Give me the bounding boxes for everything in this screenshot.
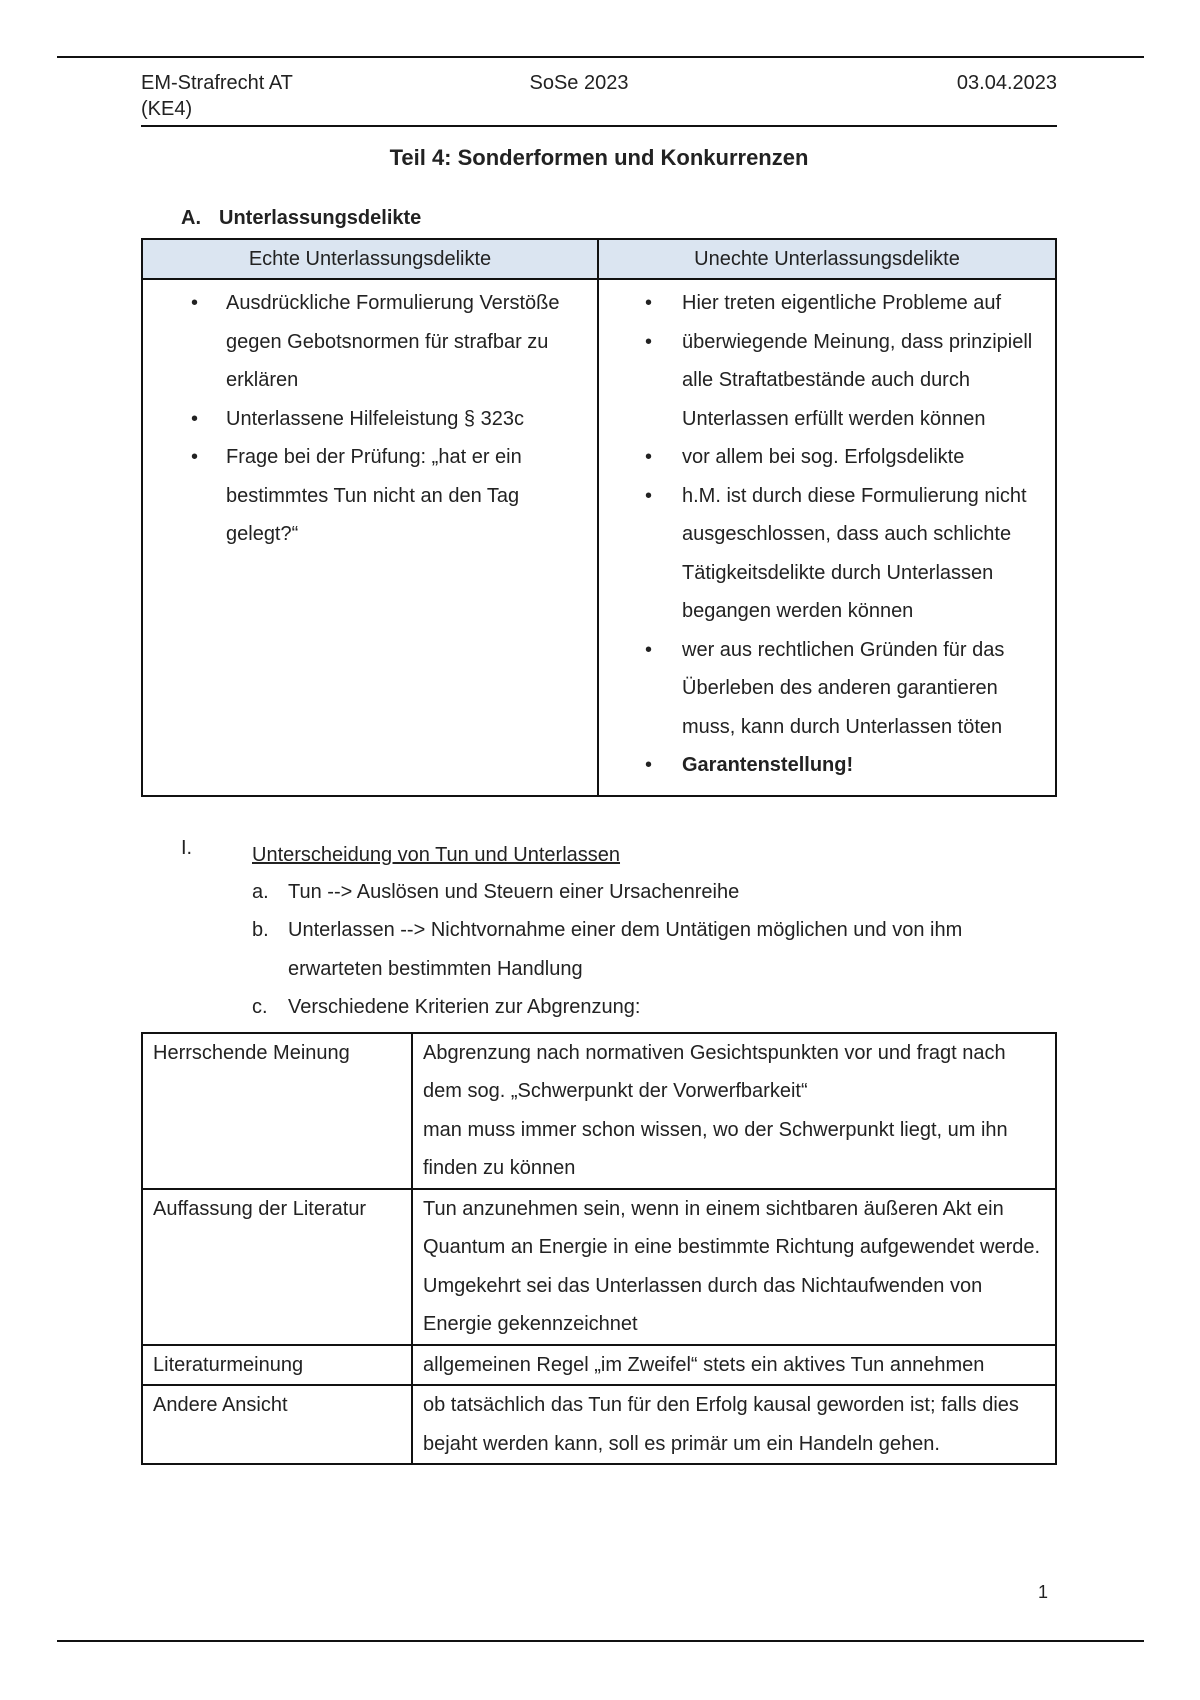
col-header-unechte: Unechte Unterlassungsdelikte: [598, 239, 1056, 279]
unechte-cell: [598, 279, 1056, 796]
list-item: [599, 323, 1055, 439]
list-item-text: h.M. ist durch diese Formulierung nicht ausgeschlossen, dass auch schlichte Tätigkeitsdelikte durch Unterlassen begangen werden können: [682, 484, 1027, 622]
echte-cell: [142, 279, 598, 796]
bullet-icon: •: [645, 754, 653, 776]
subsection-numeral: I.: [181, 836, 193, 859]
semester: SoSe 2023: [529, 72, 629, 94]
header-left: [141, 70, 361, 122]
table-row: [142, 1345, 1056, 1386]
subsection-item-a: [141, 873, 1057, 912]
unechte-list: [599, 284, 1055, 785]
bullet-icon: •: [191, 407, 199, 430]
bullet-icon: •: [191, 292, 199, 314]
table-row: [142, 1385, 1056, 1464]
list-item-text: vor allem bei sog. Erfolgsdelikte: [682, 446, 965, 468]
list-item-text: Unterlassene Hilfeleistung § 323c: [226, 407, 524, 430]
criteria-value: allgemeinen Regel „im Zweifel“ stets ein aktives Tun annehmen: [412, 1345, 1056, 1386]
bullet-icon: •: [645, 446, 653, 468]
criteria-text: Abgrenzung nach normativen Gesichtspunkten vor und fragt nach dem sog. „Schwerpunkt der Vorwerfbarkeit“: [423, 1041, 1006, 1102]
comparison-table: [141, 238, 1057, 797]
criteria-key: Literaturmeinung: [142, 1345, 412, 1386]
criteria-table: [141, 1032, 1057, 1466]
page-title: Teil 4: Sonderformen und Konkurrenzen: [389, 145, 809, 170]
course-unit: (KE4): [141, 98, 193, 120]
criteria-key: Herrschende Meinung: [142, 1033, 412, 1189]
list-item: [143, 438, 597, 554]
section-letter: A.: [181, 207, 201, 229]
list-item: [599, 631, 1055, 747]
table-row: [142, 1189, 1056, 1345]
list-item-text: Hier treten eigentliche Probleme auf: [682, 292, 1002, 314]
page-header: [141, 70, 1057, 127]
list-item: [599, 284, 1055, 323]
subsection-i: [141, 837, 1057, 1027]
page-number: 1: [1038, 1582, 1049, 1602]
item-text: Verschiedene Kriterien zur Abgrenzung:: [288, 996, 641, 1018]
criteria-value: ob tatsächlich das Tun für den Erfolg kausal geworden ist; falls dies bejaht werden kann, soll es primär um ein Handeln gehen.: [412, 1385, 1056, 1464]
list-item-text: überwiegende Meinung, dass prinzipiell alle Straftatbestände auch durch Unterlassen erfüllt werden können: [682, 330, 1033, 430]
criteria-text: man muss immer schon wissen, wo der Schwerpunkt liegt, um ihn finden zu können: [423, 1118, 1008, 1179]
criteria-value: [412, 1033, 1056, 1189]
list-item: [599, 746, 1055, 785]
item-text: Tun --> Auslösen und Steuern einer Ursachenreihe: [288, 880, 740, 903]
item-label: a.: [252, 880, 269, 903]
item-text: Unterlassen --> Nichtvornahme einer dem Untätigen möglichen und von ihm erwarteten bestimmten Handlung: [288, 919, 963, 980]
document-page: [141, 70, 1057, 1465]
list-item: [143, 284, 597, 400]
bullet-icon: •: [645, 638, 653, 661]
bullet-icon: •: [645, 484, 653, 507]
item-label: b.: [252, 919, 269, 941]
bullet-icon: •: [645, 330, 653, 353]
criteria-key: Andere Ansicht: [142, 1385, 412, 1464]
item-label: c.: [252, 996, 268, 1018]
bullet-icon: •: [645, 292, 653, 314]
list-item-text: Ausdrückliche Formulierung Verstöße gegen Gebotsnormen für strafbar zu erklären: [226, 292, 560, 391]
section-title: Unterlassungsdelikte: [219, 207, 422, 229]
top-rule: [57, 56, 1144, 58]
col-header-echte: Echte Unterlassungsdelikte: [142, 239, 598, 279]
subsection-heading: Unterscheidung von Tun und Unterlassen: [252, 843, 621, 866]
subsection-item-c: [141, 988, 1057, 1027]
list-item-text: Frage bei der Prüfung: „hat er ein bestimmtes Tun nicht an den Tag gelegt?“: [226, 446, 522, 545]
header-date: 03.04.2023: [956, 72, 1057, 94]
list-item-text: wer aus rechtlichen Gründen für das Überleben des anderen garantieren muss, kann durch Unterlassen töten: [682, 638, 1005, 738]
list-item: [143, 400, 597, 439]
criteria-value: Tun anzunehmen sein, wenn in einem sichtbaren äußeren Akt ein Quantum an Energie in eine bestimmte Richtung aufgewendet werde. Umgekehrt sei das Unterlassen durch das Nichtaufwenden von Energie gekennzeichnet: [412, 1189, 1056, 1345]
echte-list: [143, 284, 597, 554]
bullet-icon: •: [191, 446, 199, 468]
criteria-key: Auffassung der Literatur: [142, 1189, 412, 1345]
course-name: EM-Strafrecht AT: [141, 72, 293, 94]
section-a-heading: [181, 207, 1057, 230]
bottom-rule: [57, 1640, 1144, 1642]
list-item: [599, 438, 1055, 477]
subsection-item-b: [141, 911, 1057, 988]
table-row: [142, 1033, 1056, 1189]
list-item-text: Garantenstellung!: [682, 754, 854, 776]
list-item: [599, 477, 1055, 631]
subsection-list: [141, 873, 1057, 1027]
